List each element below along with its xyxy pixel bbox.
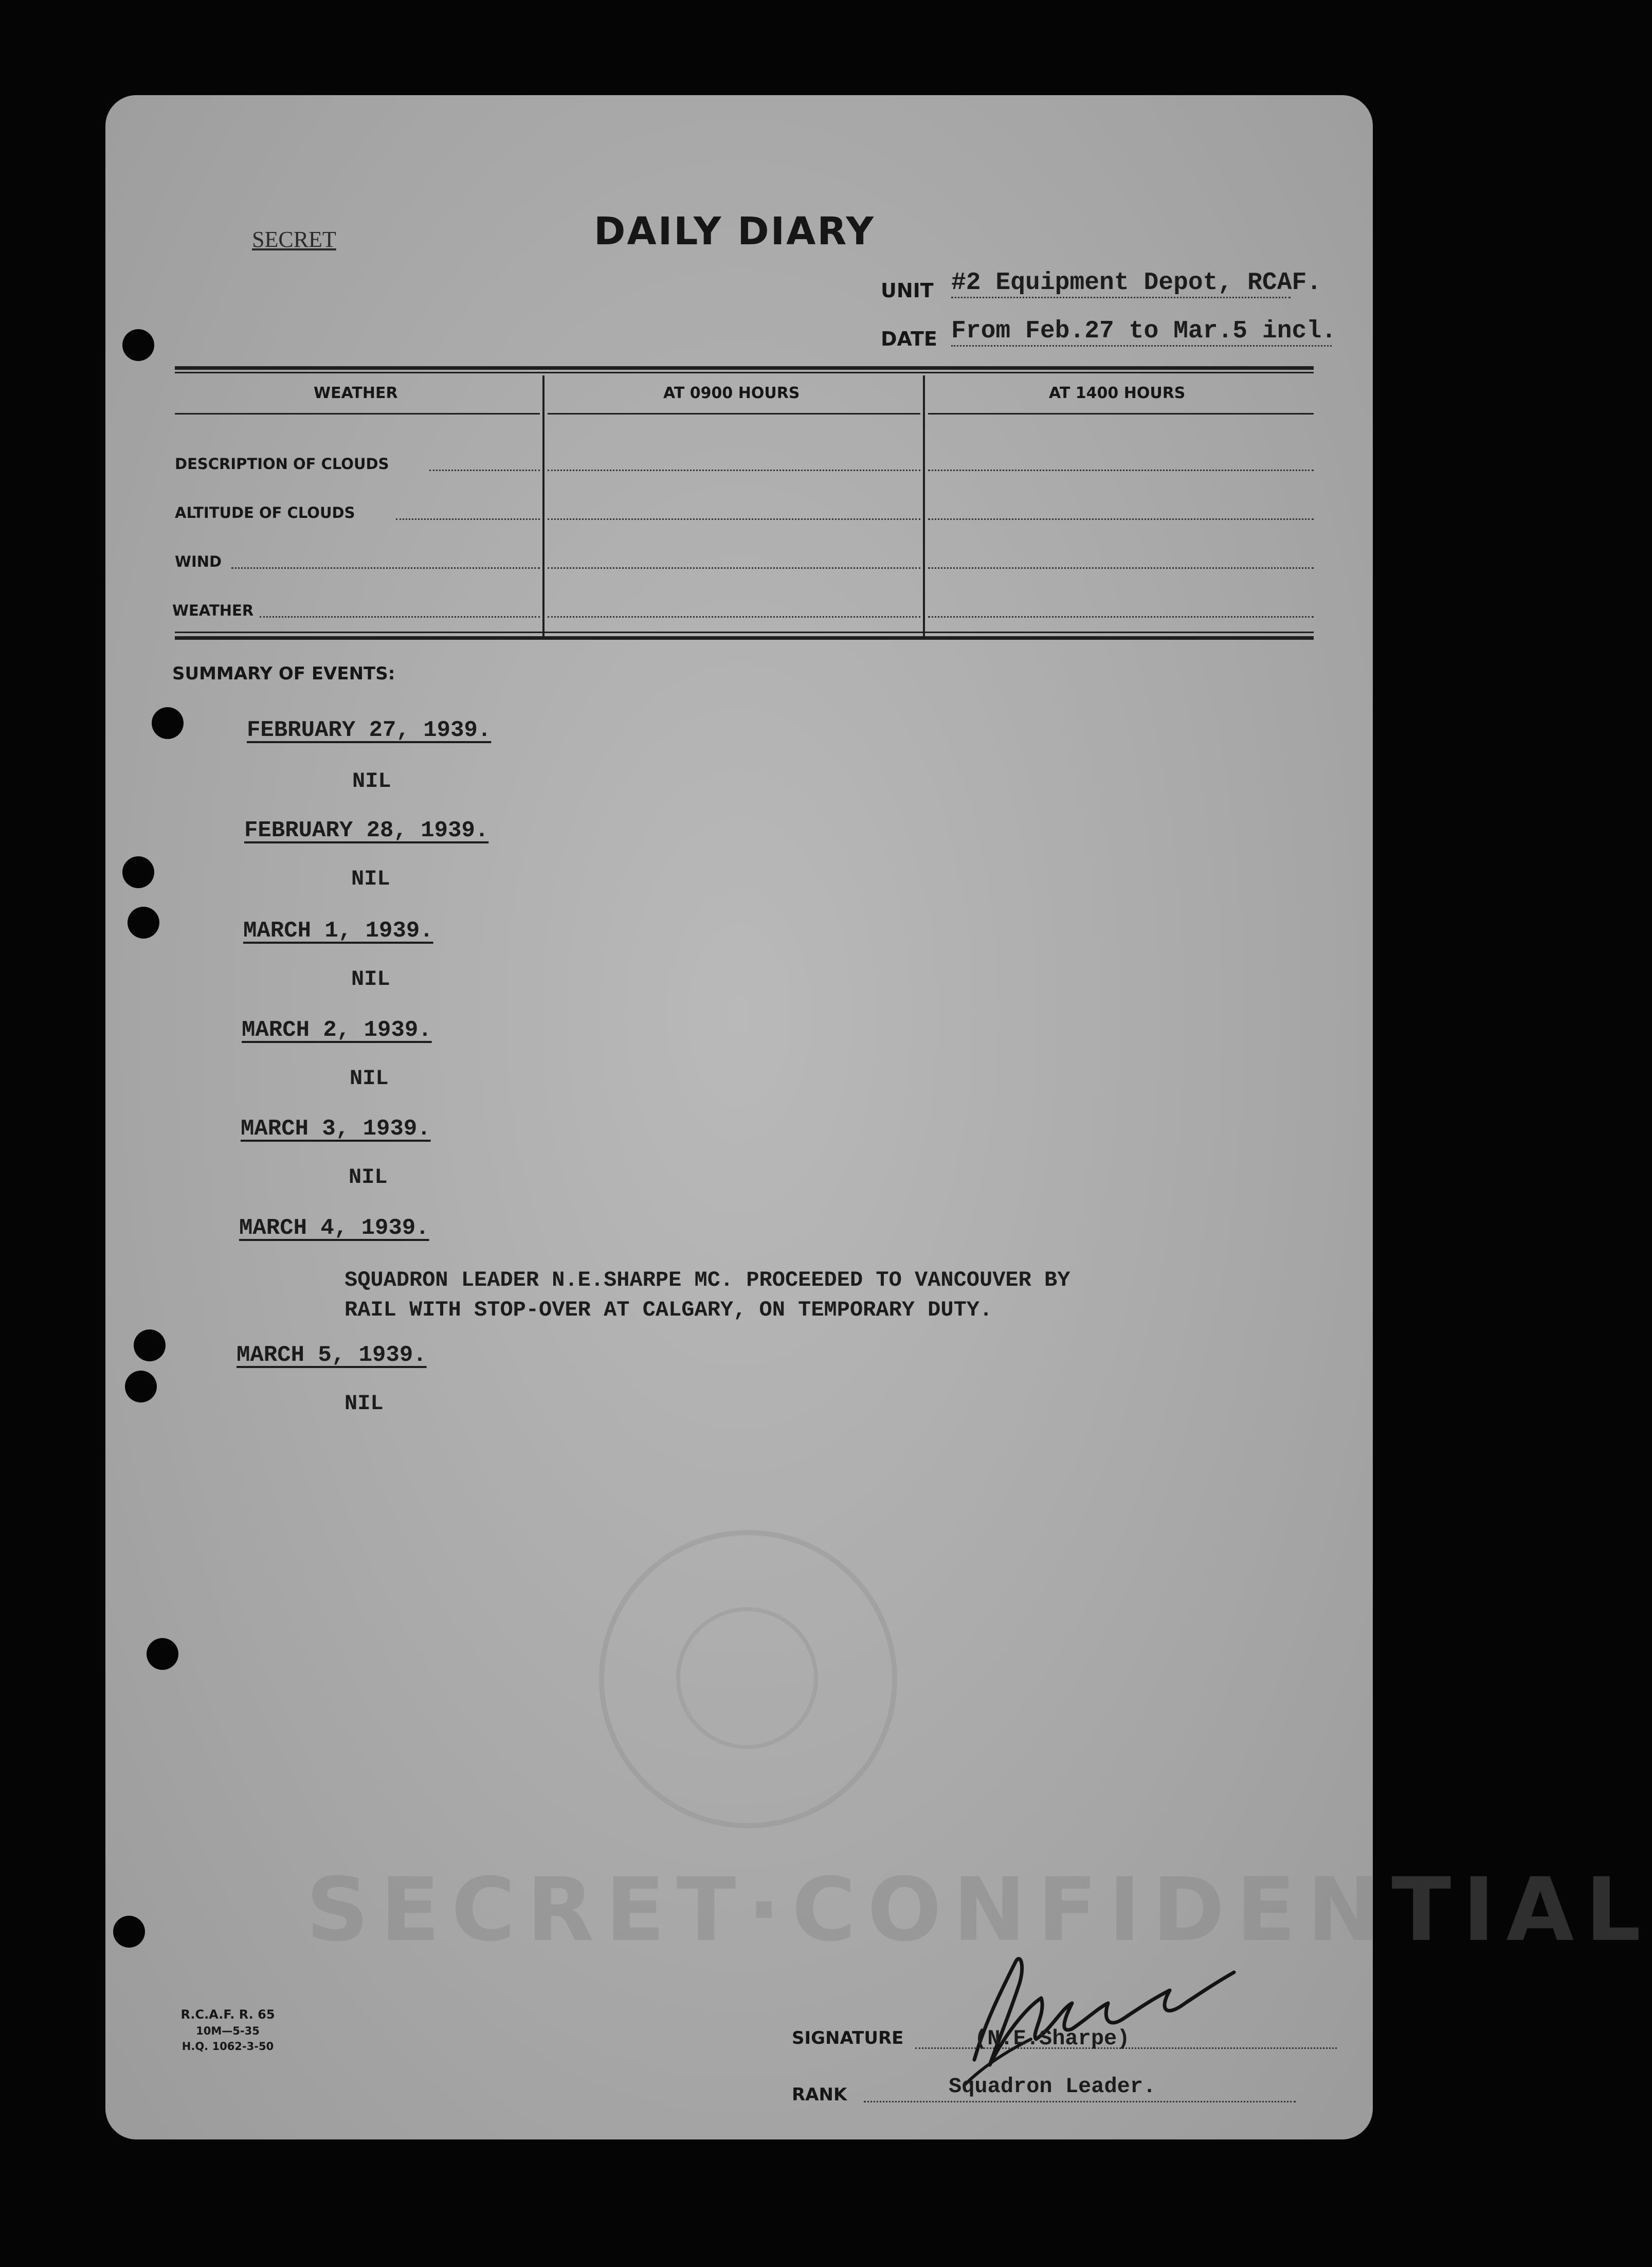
table-top-rule <box>175 366 1314 370</box>
fill-dots <box>928 518 1314 520</box>
entry-date: MARCH 4, 1939. <box>239 1215 429 1241</box>
entry-text: NIL <box>352 769 391 794</box>
form-code-line: R.C.A.F. R. 65 <box>180 2007 275 2022</box>
page-title: DAILY DIARY <box>594 209 875 254</box>
header-rule <box>175 413 540 415</box>
classification-mark: SECRET <box>252 227 336 252</box>
row-label-description-of-clouds: DESCRIPTION OF CLOUDS <box>175 455 389 473</box>
handwritten-signature <box>954 1931 1242 2085</box>
binder-hole <box>152 707 184 739</box>
row-label-altitude-of-clouds: ALTITUDE OF CLOUDS <box>175 504 355 521</box>
binder-hole <box>134 1329 166 1361</box>
unit-value: #2 Equipment Depot, RCAF. <box>951 269 1291 298</box>
fill-dots <box>231 567 540 569</box>
signature-label: SIGNATURE <box>792 2028 904 2048</box>
fill-dots <box>548 518 920 520</box>
fill-dots <box>928 567 1314 569</box>
embossed-seal-inner <box>676 1607 818 1749</box>
entry-text: NIL <box>351 967 390 992</box>
entry-date: FEBRUARY 28, 1939. <box>244 818 489 843</box>
fill-dots <box>396 518 540 520</box>
fill-dots <box>928 470 1314 471</box>
entry-text: NIL <box>344 1391 384 1416</box>
date-value: From Feb.27 to Mar.5 incl. <box>951 317 1332 347</box>
form-code-line: H.Q. 1062-3-50 <box>181 2040 274 2053</box>
entry-text-line: SQUADRON LEADER N.E.SHARPE MC. PROCEEDED TO VANCOUVER BY <box>344 1268 1070 1292</box>
signature-name: (N.E.Sharpe) <box>974 2026 1130 2051</box>
column-header-weather: WEATHER <box>314 384 398 402</box>
entry-date: MARCH 2, 1939. <box>242 1017 432 1043</box>
binder-hole <box>125 1371 157 1402</box>
header-rule <box>548 413 920 415</box>
fill-dots <box>260 616 540 618</box>
entry-text: NIL <box>349 1165 388 1190</box>
entry-text: NIL <box>350 1066 389 1091</box>
entry-date: MARCH 5, 1939. <box>237 1342 427 1368</box>
table-bottom-rule <box>175 632 1314 633</box>
rank-line <box>864 2101 1296 2102</box>
table-bottom-rule-thick <box>175 636 1314 640</box>
binder-hole <box>128 907 159 939</box>
rank-label: RANK <box>792 2084 847 2105</box>
faded-stamp: SECRET·CONFIDENTIAL <box>306 1859 1652 1961</box>
binder-hole <box>147 1638 178 1670</box>
binder-hole <box>113 1916 145 1948</box>
fill-dots <box>548 567 920 569</box>
column-header-0900: AT 0900 HOURS <box>663 384 800 402</box>
entry-text: NIL <box>351 867 390 891</box>
fill-dots <box>928 616 1314 618</box>
table-divider <box>542 375 544 638</box>
unit-label: UNIT <box>881 279 934 302</box>
row-label-wind: WIND <box>175 553 222 570</box>
fill-dots <box>429 470 540 471</box>
entry-date: FEBRUARY 27, 1939. <box>247 717 492 743</box>
entry-date: MARCH 1, 1939. <box>243 918 433 944</box>
table-top-rule-inner <box>175 372 1314 373</box>
fill-dots <box>548 470 920 471</box>
fill-dots <box>548 616 920 618</box>
column-header-1400: AT 1400 HOURS <box>1049 384 1186 402</box>
table-divider <box>923 375 925 638</box>
rank-value: Squadron Leader. <box>949 2074 1156 2099</box>
form-code-line: 10M—5-35 <box>196 2025 260 2037</box>
entry-date: MARCH 3, 1939. <box>241 1116 431 1142</box>
binder-hole <box>122 856 154 888</box>
entry-text-line: RAIL WITH STOP-OVER AT CALGARY, ON TEMPORARY DUTY. <box>344 1298 993 1322</box>
diary-page <box>105 95 1652 2139</box>
row-label-weather: WEATHER <box>172 602 254 619</box>
header-rule <box>928 413 1314 415</box>
binder-hole <box>122 329 154 361</box>
date-label: DATE <box>881 328 937 350</box>
summary-heading: SUMMARY OF EVENTS: <box>172 663 395 684</box>
